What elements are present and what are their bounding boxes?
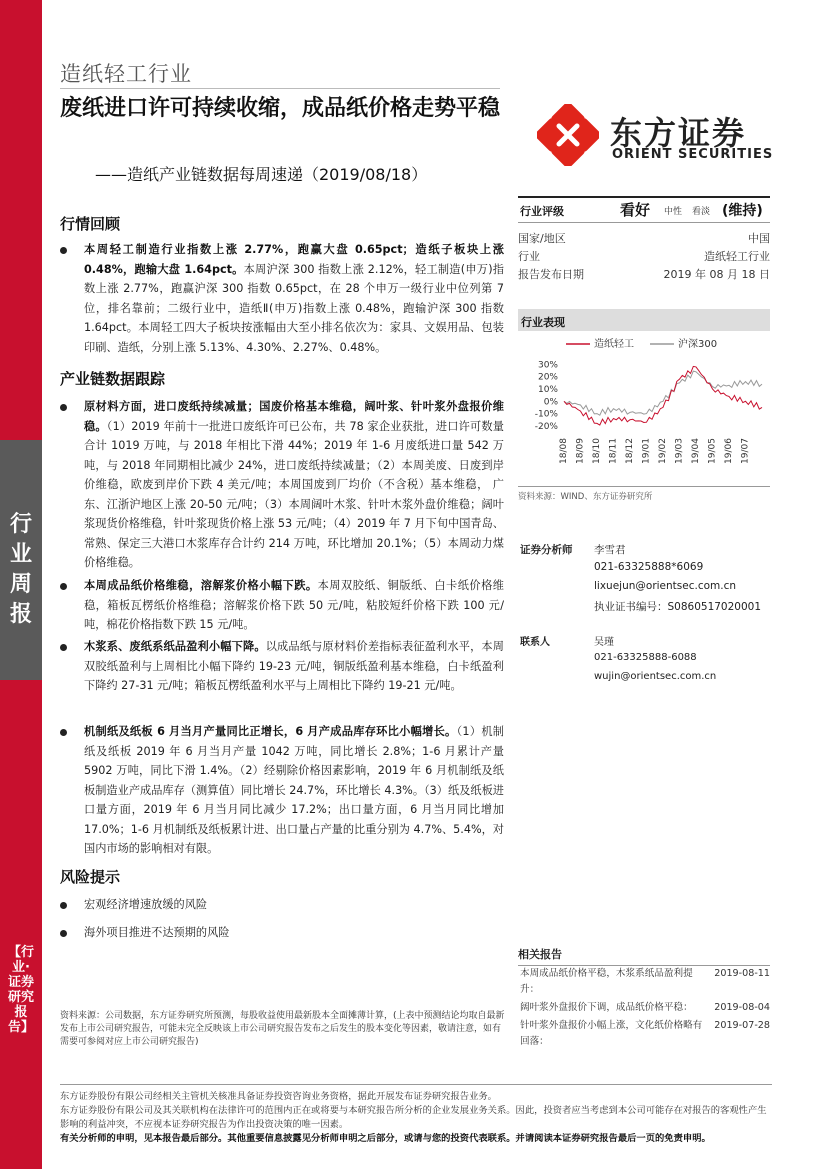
report-category-label: 【行业·证券研究报告】 — [8, 945, 35, 1035]
chain-lead-4: 机制纸及纸板 6 月当月产量同比正增长，6 月产成品库存环比小幅增长。 — [84, 725, 457, 738]
x-tick-label: 18/09 — [575, 438, 586, 464]
rating-option-neutral: 中性 — [664, 207, 683, 217]
chain-paragraph-1 — [84, 397, 504, 573]
analyst-block — [518, 542, 770, 618]
related-report-item[interactable] — [520, 1000, 770, 1016]
contact-phone: 021-63325888-6088 — [594, 652, 697, 663]
chain-body-1: （1）2019 年前十一批进口废纸许可已公布，共 78 家企业获批，进口许可数量合计 1019 万吨，与 2018 年相比下滑 44%；2019 年 1-6 月废纸进口量 542 万吨，与 2018 年同期相比减少 24%，进口废纸持续减量；（2）本周美废、日废到岸价维稳，欧废到岸价下跌 4 美元/吨；本周国废到厂均价（不含税）基本维稳， 广东、江浙沪地区上涨 20-50 元/吨；（3）本周阔叶木浆、针叶木浆外盘价维稳；阔叶浆现货价格维稳，针叶浆现货价格上涨 53 元/吨；（4）2019 年 7 月下旬中国青岛、常熟、保定三大港口木浆库存合计约 214 万吨，环比增加 20.1%；（5）本周动力煤价格维稳。 — [84, 419, 504, 569]
related-report-item[interactable] — [520, 1018, 770, 1050]
related-report-title[interactable]: 本周成品纸价格平稳，木浆系纸品盈利提升： — [520, 968, 693, 995]
risk-item-1: 宏观经济增速放缓的风险 — [84, 898, 208, 911]
performance-header — [518, 309, 770, 331]
performance-chart — [518, 336, 770, 486]
data-source-footnote: 资料来源：公司数据，东方证券研究所预测，每股收益使用最新股本全面摊薄计算，(上表中预测结论均取自最新发布上市公司研究报告，可能未完全反映该上市公司研究报告发布之后发生的股本变化等因素，敬请注意，如有需要可参阅对应上市公司研究报告) — [60, 1011, 505, 1047]
bullet — [60, 930, 68, 938]
contact-email[interactable]: wujin@orientsec.com.cn — [594, 671, 717, 682]
analyst-email[interactable]: lixuejun@orientsec.com.cn — [594, 580, 737, 592]
bullet — [60, 247, 68, 255]
info-key: 国家/地区 — [518, 232, 566, 245]
contact-name: 吴瑾 — [594, 637, 614, 648]
report-subtitle: ——造纸产业链数据每周速递（2019/08/18） — [95, 165, 428, 184]
bullet — [60, 404, 68, 412]
analyst-cert: 执业证书编号：S0860517020001 — [594, 601, 762, 613]
orient-logo-icon — [537, 104, 599, 166]
x-tick-label: 19/03 — [674, 438, 685, 464]
y-tick-label: -20% — [534, 421, 558, 432]
y-tick-label: 30% — [537, 360, 558, 371]
x-tick-label: 19/02 — [658, 438, 668, 464]
series-line — [564, 371, 762, 415]
chain-lead-3: 木浆系、废纸系纸品盈利小幅下降。 — [84, 640, 266, 653]
footer-disclaimer: 有关分析师的申明，见本报告最后部分。其他重要信息披露见分析师申明之后部分，或请与您的投资代表联系。并请阅读本证券研究报告最后一页的免责申明。 — [60, 1133, 711, 1144]
bullet — [60, 902, 68, 910]
market-body: 本周沪深 300 指数上涨 2.12%，轻工制造(申万)指数上涨 2.77%，跑赢沪深 300 指数 0.65pct，在 28 个申万一级行业中位列第 7 位，排名靠前；二级行业中，造纸Ⅱ(申万)指数上涨 0.48%，跑输沪深 300 指数 1.64pct。本周轻工四大子板块按涨幅由大至小排名依次为：家具、文娱用品、包装印刷、造纸，分别上涨 5.13%、4.30%、2.27%、0.48%。 — [84, 262, 504, 354]
header-divider — [60, 88, 500, 89]
section-market-review: 行情回顾 — [60, 215, 121, 233]
related-report-date: 2019-07-28 — [714, 1020, 770, 1031]
chain-body-2: 本周双胶纸、铜版纸、白卡纸价格维稳，箱板瓦楞纸价格维稳；溶解浆价格下跌 50 元/吨，粘胶短纤价格下跌 100 元/吨，棉花价格指数下跌 15 元/吨。 — [84, 579, 504, 631]
analyst-phone: 021-63325888*6069 — [594, 561, 704, 573]
x-tick-label: 19/04 — [691, 438, 701, 464]
market-lead: 本周轻工制造行业指数上涨 2.77%，跑赢大盘 0.65pct；造纸子板块上涨 0.48%，跑输大盘 1.64pct。 — [84, 243, 504, 276]
risk-item-2: 海外项目推进不达预期的风险 — [84, 926, 230, 939]
related-reports-header: 相关报告 — [518, 946, 770, 966]
x-tick-label: 19/07 — [740, 438, 751, 464]
chain-paragraph-3 — [84, 637, 504, 696]
info-row — [518, 248, 770, 266]
contact-label: 联系人 — [520, 637, 550, 648]
legend-index: 沪深300 — [678, 339, 718, 350]
legend-paper: 造纸轻工 — [594, 339, 634, 350]
bullet — [60, 729, 68, 737]
rating-box — [518, 196, 770, 223]
y-tick-label: 0% — [543, 397, 558, 408]
rating-label: 行业评级 — [520, 205, 564, 218]
related-report-item[interactable] — [520, 966, 770, 998]
footer — [60, 1090, 772, 1146]
footer-line-2: 东方证券股份有限公司及其关联机构在法律许可的范围内正在或将要与本研究报告所分析的企业发展业务关系。因此，投资者应当考虑到本公司可能存在对报告的客观性产生影响的利益冲突，不应视本证券研究报告为作出投资决策的唯一因素。 — [60, 1105, 767, 1130]
info-value: 造纸轻工行业 — [704, 250, 770, 263]
chain-paragraph-2 — [84, 576, 504, 635]
section-risk: 风险提示 — [60, 868, 121, 886]
rating-value: 看好 — [620, 201, 651, 219]
info-row — [518, 230, 770, 248]
info-row — [518, 266, 770, 284]
y-tick-label: -10% — [534, 409, 558, 420]
x-tick-label: 19/01 — [641, 438, 652, 464]
x-tick-label: 18/12 — [625, 438, 635, 464]
chart-source: 资料来源：WIND、东方证券研究所 — [518, 492, 653, 502]
related-report-title[interactable]: 阔叶浆外盘报价下调，成品纸价格平稳： — [520, 1002, 693, 1013]
x-tick-label: 18/10 — [592, 438, 602, 464]
x-tick-label: 18/08 — [559, 438, 569, 464]
footer-line-1: 东方证券股份有限公司经相关主管机关核准具备证券投资咨询业务资格，据此开展发布证券研究报告业务。 — [60, 1091, 497, 1102]
report-title: 废纸进口许可持续收缩，成品纸价格走势平稳 — [60, 96, 501, 121]
footer-divider — [60, 1084, 772, 1085]
industry-name: 造纸轻工行业 — [60, 62, 192, 86]
related-report-title[interactable]: 针叶浆外盘报价小幅上涨，文化纸价格略有回落： — [520, 1020, 703, 1047]
analyst-label: 证券分析师 — [520, 544, 573, 556]
bullet — [60, 644, 68, 652]
chain-body-3: 以成品纸与原材料价差指标表征盈利水平，本周双胶纸盈利与上周相比小幅下降约 19-23 元/吨，铜版纸盈利基本维稳，白卡纸盈利下降约 27-31 元/吨；箱板瓦楞纸盈利水平与上周相比下降约 19-21 元/吨。 — [84, 640, 504, 692]
rating-option-negative: 看淡 — [692, 207, 711, 217]
chain-lead-2: 本周成品纸价格维稳，溶解浆价格小幅下跌。 — [84, 579, 318, 592]
report-type-label: 行业周报 — [9, 512, 32, 627]
performance-title: 行业表现 — [521, 316, 565, 329]
info-value: 2019 年 08 月 18 日 — [663, 268, 770, 281]
bullet — [60, 583, 68, 591]
series-line — [564, 366, 762, 425]
chain-paragraph-4 — [84, 722, 504, 859]
logo-chinese-name: 东方证券 — [610, 114, 747, 152]
section-chain-tracking: 产业链数据跟踪 — [60, 370, 166, 388]
y-tick-label: 20% — [537, 372, 558, 383]
market-paragraph — [84, 240, 504, 357]
chart-divider — [518, 486, 770, 487]
x-tick-label: 19/06 — [724, 438, 734, 464]
related-report-date: 2019-08-11 — [714, 968, 770, 979]
y-tick-label: 10% — [537, 385, 558, 396]
info-key: 行业 — [518, 250, 540, 263]
related-report-date: 2019-08-04 — [714, 1002, 770, 1013]
x-tick-label: 18/11 — [608, 438, 619, 464]
x-tick-label: 19/05 — [707, 438, 718, 464]
analyst-name: 李雪君 — [594, 544, 626, 556]
chain-lead-1: 原材料方面，进口废纸持续减量；国废价格基本维稳，阔叶浆、针叶浆外盘报价维稳。 — [84, 400, 504, 433]
chain-body-4: （1）机制纸及纸板 2019 年 6 月当月产量 1042 万吨，同比增长 2.8%；1-6 月累计产量 5902 万吨，同比下滑 1.4%。（2）经剔除价格因素影响，2019 年 6 月机制纸及纸板制造业产成品库存（测算值）同比增长 24.7%，环比增长 4.3%。（3）纸及纸板进口量方面，2019 年 6 月当月同比减少 17.2%；出口量方面，6 月当月同比增加 17.0%；1-6 月机制纸及纸板累计进、出口量占产量的比重分别为 4.7%、5.4%，对国内市场的影响相对有限。 — [84, 725, 504, 855]
logo-english-name: ORIENT SECURITIES — [612, 147, 774, 162]
info-key: 报告发布日期 — [518, 268, 584, 281]
info-value: 中国 — [748, 232, 770, 245]
rating-info — [518, 230, 770, 284]
contact-block — [518, 633, 770, 690]
rating-maintain: (维持) — [722, 203, 763, 219]
